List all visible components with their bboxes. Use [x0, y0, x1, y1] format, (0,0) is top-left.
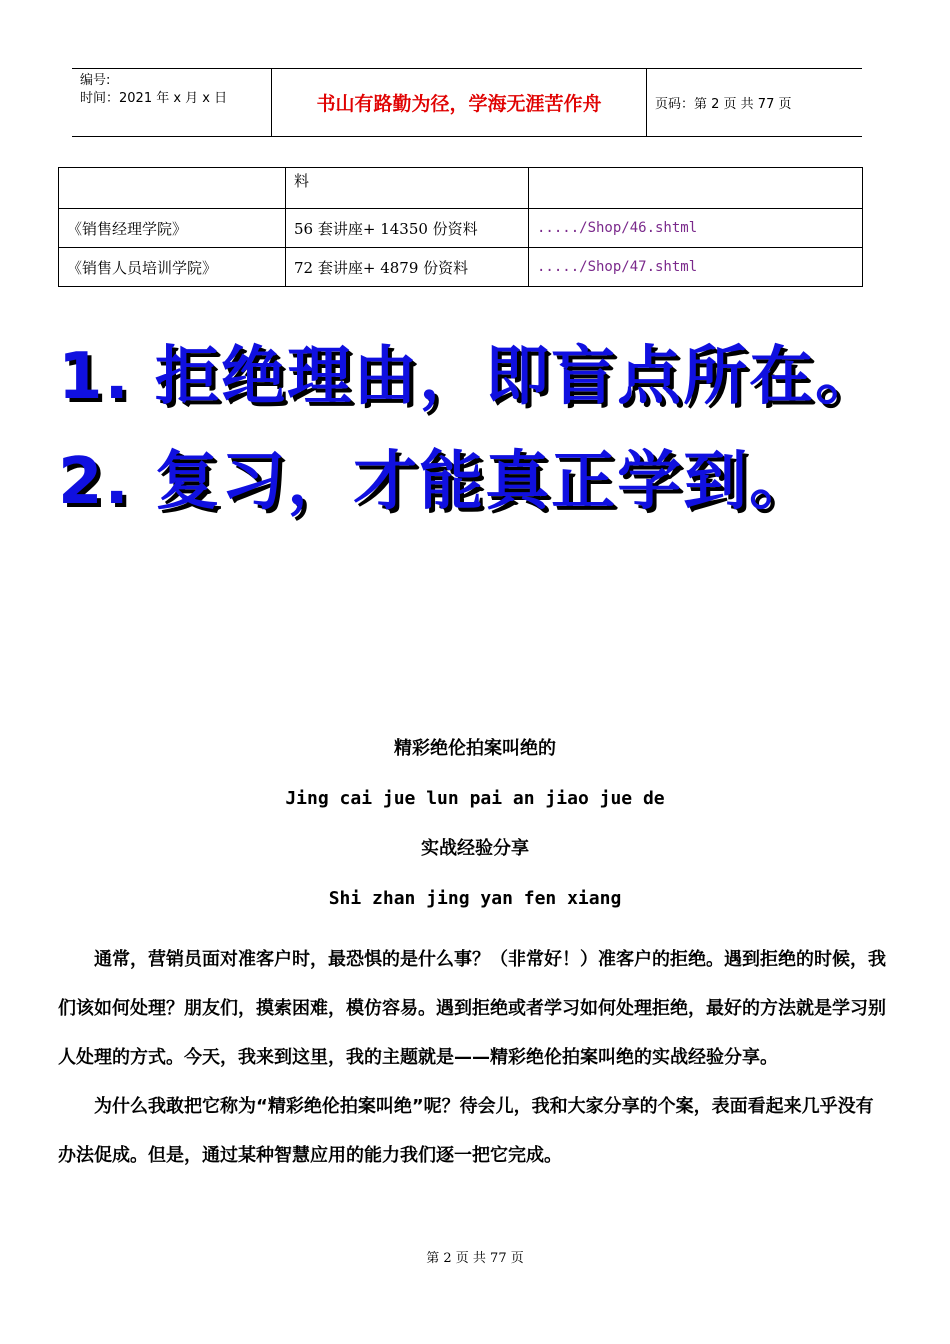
table-cell	[529, 168, 863, 209]
header-page-info: 页码：第 2 页 共 77 页	[655, 97, 792, 112]
course-link[interactable]: ...../Shop/46.shtml	[529, 209, 863, 248]
body-text	[58, 935, 888, 1180]
table-row	[59, 168, 863, 209]
page-footer: 第 2 页 共 77 页	[426, 1251, 524, 1266]
chinese-subtitle: 实战经验分享	[421, 838, 529, 859]
paragraph: 为什么我敢把它称为“精彩绝伦拍案叫绝”呢？待会儿，我和大家分享的个案，表面看起来几乎没有办法促成。但是，通过某种智慧应用的能力我们逐一把它完成。	[58, 1096, 874, 1166]
pinyin-title: Jing cai jue lun pai an jiao jue de	[285, 788, 665, 809]
paragraph: 通常，营销员面对准客户时，最恐惧的是什么事？（非常好！）准客户的拒绝。遇到拒绝的时候，我们该如何处理？朋友们，摸索困难，模仿容易。遇到拒绝或者学习如何处理拒绝，最好的方法就是学习别人处理的方式。今天，我来到这里，我的主题就是——精彩绝伦拍案叫绝的实战经验分享。	[58, 949, 886, 1068]
document-number-label: 编号:	[80, 73, 111, 88]
table-row	[59, 248, 863, 287]
resource-table	[58, 167, 863, 287]
pinyin-subtitle: Shi zhan jing yan fen xiang	[328, 888, 622, 909]
course-link[interactable]: ...../Shop/47.shtml	[529, 248, 863, 287]
table-cell	[59, 168, 286, 209]
course-name: 《销售人员培训学院》	[59, 248, 286, 287]
table-cell: 料	[286, 168, 529, 209]
document-header	[72, 68, 862, 137]
slogan-1: 1. 拒绝理由，即盲点所在。	[58, 340, 882, 414]
document-time-label: 时间：2021 年 x 月 x 日	[80, 91, 228, 106]
header-meta	[72, 69, 272, 136]
course-name: 《销售经理学院》	[59, 209, 286, 248]
course-content: 56 套讲座+ 14350 份资料	[286, 209, 529, 248]
course-content: 72 套讲座+ 4879 份资料	[286, 248, 529, 287]
slogan-2: 2. 复习，才能真正学到。	[58, 445, 816, 519]
header-motto: 书山有路勤为径，学海无涯苦作舟	[272, 69, 647, 136]
table-row	[59, 209, 863, 248]
chinese-title: 精彩绝伦拍案叫绝的	[394, 738, 556, 759]
